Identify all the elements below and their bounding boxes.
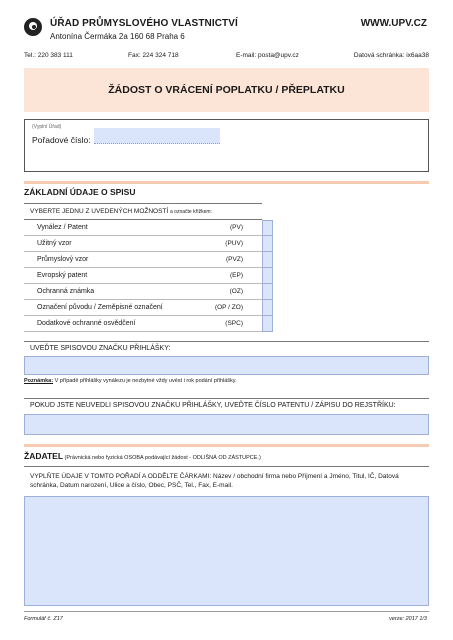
note-label: Poznámka: [24, 378, 54, 384]
section-basic-title: ZÁKLADNÍ ÚDAJE O SPISU [24, 187, 136, 197]
checkbox-ep[interactable] [262, 268, 273, 284]
choice-label-opzo: Označení původu / Zeměpisné označení [37, 304, 163, 311]
checkbox-oz[interactable] [262, 284, 273, 300]
section-applicant-label: ŽADATEL [24, 451, 64, 461]
choice-code-ep: (EP) [230, 272, 243, 279]
upv-logo-icon [24, 18, 42, 36]
office-name: ÚŘAD PRŮMYSLOVÉHO VLASTNICTVÍ [50, 18, 238, 29]
contact-databox: Datová schránka: ix6aa38 [353, 52, 429, 59]
contact-line [24, 52, 429, 62]
note [24, 378, 237, 384]
order-number-input[interactable] [94, 128, 220, 144]
form-title: ŽÁDOST O VRÁCENÍ POPLATKU / PŘEPLATKU [108, 84, 345, 96]
contact-tel: Tel.: 220 383 111 [24, 52, 73, 59]
checkbox-puv[interactable] [262, 236, 273, 252]
choice-code-puv: (PUV) [225, 240, 243, 247]
choice-code-oz: (OZ) [229, 288, 243, 295]
order-number-label: Pořadové číslo: [32, 135, 91, 145]
patent-number-input[interactable] [24, 414, 429, 435]
section-applicant-note: (Právnická nebo fyzická OSOBA podávající žádost - ODLIŠNÁ OD ZÁSTUPCE.) [63, 455, 261, 461]
applicant-instruction: VYPLŇTE ÚDAJE V TOMTO POŘADÍ A ODDĚLTE ČÁRKAMI: Název / obchodní firma nebo Příjmení a Jméno, Titul, IČ, Datová schránka, Datum narození, Ulice a číslo, Obec, PSČ, Tel., Fax, E-mail. [30, 473, 399, 489]
choice-code-pvz: (PVZ) [226, 256, 243, 263]
choice-code-spc: (SPC) [225, 320, 243, 327]
choice-header [30, 208, 212, 215]
choice-label-oz: Ochranná známka [37, 288, 95, 295]
choice-header-text: VYBERTE JEDNU Z UVEDENÝCH MOŽNOSTÍ [30, 208, 169, 215]
applicant-input[interactable] [24, 496, 429, 606]
section-applicant-title [24, 451, 261, 461]
checkbox-opzo[interactable] [262, 300, 273, 316]
form-number: Formulář č. Z17 [24, 616, 63, 622]
choice-label-ep: Evropský patent [37, 272, 88, 279]
choice-code-pv: (PV) [230, 224, 243, 231]
patent-number-label: POKUD JSTE NEUVEDLI SPISOVOU ZNAČKU PŘIHLÁŠKY, UVEĎTE ČÍSLO PATENTU / ZÁPISU DO REJSTŘÍKU: [30, 402, 396, 409]
section-divider [24, 181, 429, 184]
website-link[interactable]: WWW.UPV.CZ [360, 18, 427, 29]
form-version: verze: 2017 1/3 [389, 616, 427, 622]
checkbox-pvz[interactable] [262, 252, 273, 268]
file-number-label: UVEĎTE SPISOVOU ZNAČKU PŘIHLÁŠKY: [30, 345, 171, 352]
choice-label-puv: Užitný vzor [37, 240, 72, 247]
checkbox-spc[interactable] [262, 316, 273, 332]
note-text: V případě přihlášky vynálezu je nezbytné vždy uvést i rok podání přihlášky. [53, 378, 237, 384]
choice-label-pv: Vynález / Patent [37, 224, 88, 231]
footer-divider [24, 611, 429, 612]
section-divider-applicant [24, 444, 429, 447]
choice-code-opzo: (OP / ZO) [214, 304, 243, 311]
contact-fax: Fax: 224 324 718 [128, 52, 179, 59]
choice-label-spc: Dodatkové ochranné osvědčení [37, 320, 136, 327]
checkbox-pv[interactable] [262, 220, 273, 236]
file-number-input[interactable] [24, 356, 429, 375]
office-address: Antonína Čermáka 2a 160 68 Praha 6 [50, 32, 185, 41]
office-use-box [24, 119, 429, 172]
office-use-label: (Vyplní Úřad) [32, 124, 62, 130]
contact-email[interactable]: E-mail: posta@upv.cz [236, 52, 299, 59]
choice-label-pvz: Průmyslový vzor [37, 256, 89, 263]
choice-header-small: a označte křížkem: [170, 209, 212, 215]
